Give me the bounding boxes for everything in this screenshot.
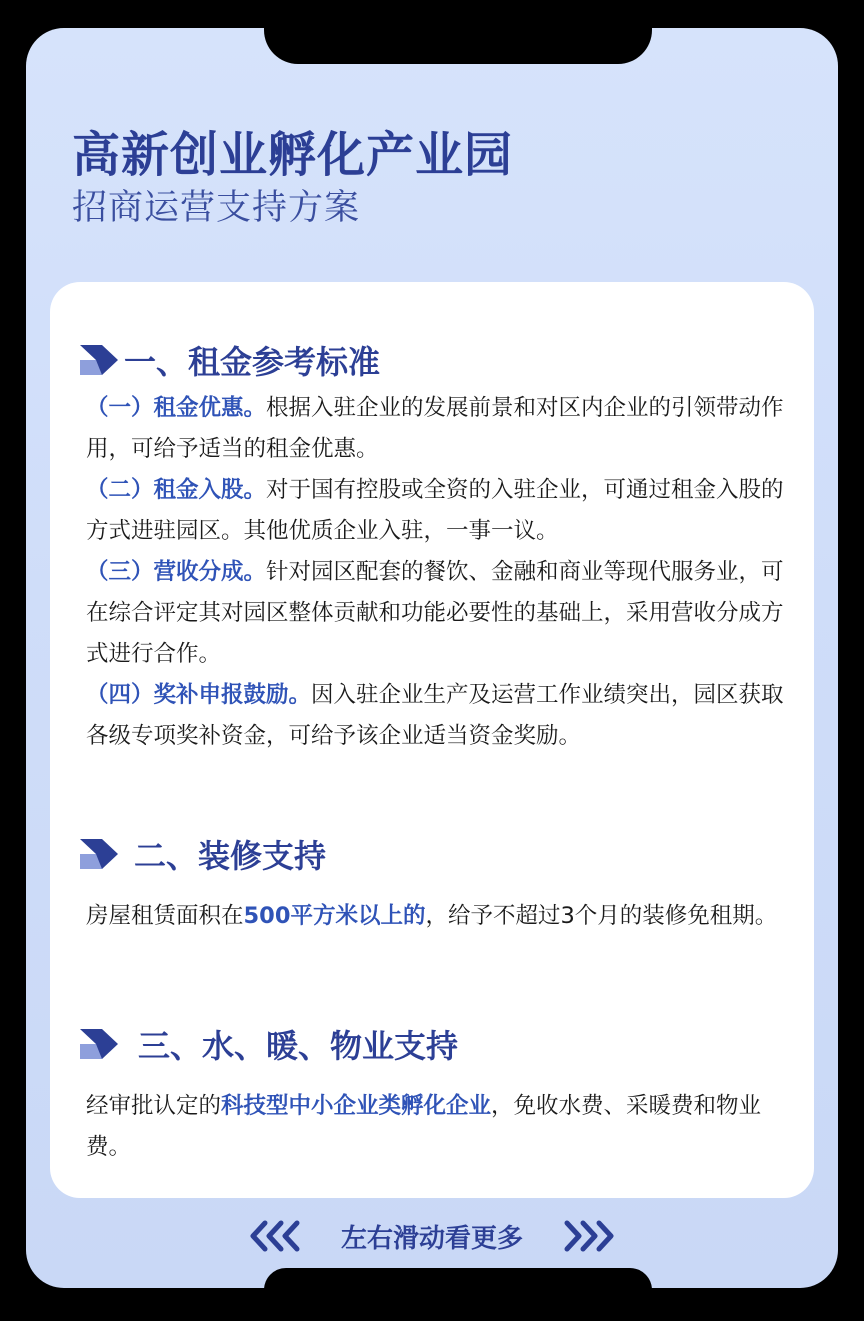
- item-text: 针对园区配套的餐饮、金融和商业等现代服务业，可在综合评定其对园区整体贡献和功能必要性的基础上，采用营收分成方式进行合作。: [86, 559, 784, 667]
- chevron-right-icon: [78, 837, 120, 871]
- chevron-right-icon: [78, 1027, 120, 1061]
- item-label: （四）奖补申报鼓励。: [86, 682, 312, 708]
- renovation-text: [86, 896, 792, 937]
- section-title: 二、装修支持: [134, 837, 327, 875]
- page-title: 高新创业孵化产业园: [72, 127, 514, 183]
- highlight-text: 科技型中小企业类孵化企业: [221, 1093, 492, 1119]
- text-after: ，免收水费、采暖费和物业费。: [86, 1093, 762, 1160]
- section-title: 三、水、暖、物业支持: [138, 1027, 459, 1065]
- content-card: [50, 282, 814, 1198]
- section-heading-utilities: [78, 1022, 458, 1066]
- text-after: ，给予不超过3个月的装修免租期。: [425, 903, 778, 929]
- highlight-text: 500平方米以上的: [243, 903, 426, 929]
- swipe-hint-text: 左右滑动看更多: [340, 1223, 523, 1254]
- chevron-right-icon: [78, 343, 120, 377]
- item-label: （三）营收分成。: [86, 559, 267, 585]
- swipe-hint[interactable]: [26, 1198, 838, 1274]
- section-heading-rent: [78, 338, 380, 382]
- rent-item-3: [86, 552, 792, 675]
- page-subtitle: 招商运营支持方案: [72, 188, 361, 228]
- item-text: 因入驻企业生产及运营工作业绩突出，园区获取各级专项奖补资金，可给予该企业适当资金奖励。: [86, 682, 784, 749]
- item-label: （二）租金入股。: [86, 477, 267, 503]
- item-text: 对于国有控股或全资的入驻企业，可通过租金入股的方式进驻园区。其他优质企业入驻，一事一议。: [86, 477, 784, 544]
- triple-chevron-right-icon[interactable]: [559, 1219, 617, 1253]
- rent-item-1: [86, 388, 792, 470]
- item-label: （一）租金优惠。: [86, 395, 267, 421]
- text-before: 经审批认定的: [86, 1093, 222, 1119]
- text-before: 房屋租赁面积在: [86, 903, 244, 929]
- utilities-text: [86, 1086, 792, 1168]
- section-title: 一、租金参考标准: [124, 343, 381, 381]
- item-text: 根据入驻企业的发展前景和对区内企业的引领带动作用，可给予适当的租金优惠。: [86, 395, 784, 462]
- section-heading-renovation: [78, 832, 326, 876]
- triple-chevron-left-icon[interactable]: [247, 1219, 305, 1253]
- bottom-notch: [264, 1268, 652, 1288]
- rent-item-2: [86, 470, 792, 552]
- poster-frame: [26, 28, 838, 1288]
- rent-item-4: [86, 675, 792, 757]
- top-notch: [264, 28, 652, 64]
